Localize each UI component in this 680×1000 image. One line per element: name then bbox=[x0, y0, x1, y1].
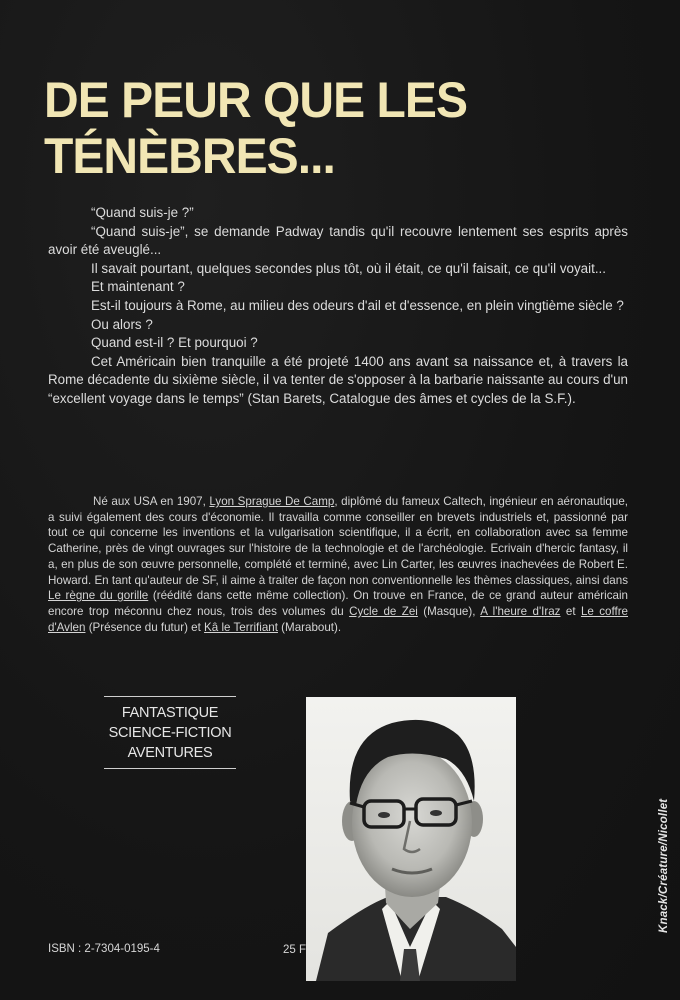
synopsis-paragraph: Quand est-il ? Et pourquoi ? bbox=[91, 335, 258, 351]
title-line-2: TÉNÈBRES... bbox=[44, 128, 335, 184]
bio-text: (Masque), bbox=[417, 604, 481, 618]
author-name: Lyon Sprague De Camp bbox=[209, 495, 335, 508]
author-photo bbox=[306, 697, 516, 981]
author-bio bbox=[48, 494, 628, 635]
genre-label: FANTASTIQUE bbox=[121, 705, 219, 721]
photo-credit: Knack/Créature/Nicollet bbox=[658, 798, 670, 933]
bio-text: et bbox=[560, 604, 581, 618]
genre-label: SCIENCE-FICTION bbox=[108, 725, 232, 741]
synopsis-paragraph: Il savait pourtant, quelques secondes plus tôt, où il était, ce qu'il faisait, ce qu'il voyait... bbox=[91, 260, 606, 276]
price: 25 F bbox=[283, 944, 307, 956]
book-title-ref: Cycle de Zei bbox=[349, 604, 418, 618]
synopsis-paragraph: Cet Américain bien tranquille a été projeté 1400 ans avant sa naissance et, à travers la Rome décadente du sixième siècle, il va tenter de s'opposer à la barbarie naissante au cours d'un “excellent voyage dans le temps” (Stan Barets, Catalogue des âmes et cycles de la S.F.). bbox=[48, 353, 628, 406]
synopsis-paragraph: “Quand suis-je”, se demande Padway tandis qu'il recouvre lentement ses esprits après avoir été aveuglé... bbox=[48, 223, 628, 258]
synopsis-paragraph: Ou alors ? bbox=[91, 316, 153, 332]
synopsis-paragraph: Est-il toujours à Rome, au milieu des odeurs d'ail et d'essence, en plein vingtième siècle ? bbox=[91, 297, 624, 313]
synopsis bbox=[48, 204, 628, 409]
author-portrait-image bbox=[306, 697, 516, 981]
title-line-1: DE PEUR QUE LES bbox=[44, 72, 468, 128]
synopsis-paragraph: Et maintenant ? bbox=[91, 279, 185, 295]
bio-text: Né aux USA en 1907, bbox=[93, 495, 210, 508]
genre-box bbox=[104, 696, 236, 769]
isbn: ISBN : 2-7304-0195-4 bbox=[48, 943, 160, 955]
book-title-ref: A l'heure d'Iraz bbox=[480, 604, 561, 618]
genre-label: AVENTURES bbox=[127, 745, 213, 761]
bio-text: , diplômé du fameux Caltech, ingénieur en aéronautique, a suivi également des cours d'économie. Il travailla comme conseiller en brevets industriels et, passionné par tout ce qui concerne les inventions et la vulgarisation scientifique, il a écrit, en collaboration avec sa femme Catherine, près de vingt ouvrages sur l'histoire de la technologie et de l'archéologie. Ecrivain d'hercic fantasy, il a, en plus de son œuvre personnelle, complété et terminé, avec Lin Carter, les œuvres inachevées de Robert E. Howard. En tant qu'auteur de SF, il aime à traiter de façon non conventionnelle les thèmes classiques, ainsi dans bbox=[48, 495, 628, 587]
bio-text: (réédité dans cette même collection). On trouve en France, de ce grand auteur américain encore trop méconnu chez nous, trois des volumes du bbox=[48, 589, 628, 618]
book-title-ref: Kâ le Terrifiant bbox=[204, 620, 278, 634]
synopsis-paragraph: “Quand suis-je ?” bbox=[91, 205, 194, 220]
bio-text: (Présence du futur) et bbox=[85, 620, 205, 634]
book-title-ref: Le coffre d'Avlen bbox=[48, 604, 629, 634]
bio-text: (Marabout). bbox=[277, 620, 342, 634]
book-title bbox=[44, 72, 467, 184]
book-title-ref: Le règne du gorille bbox=[48, 589, 149, 603]
